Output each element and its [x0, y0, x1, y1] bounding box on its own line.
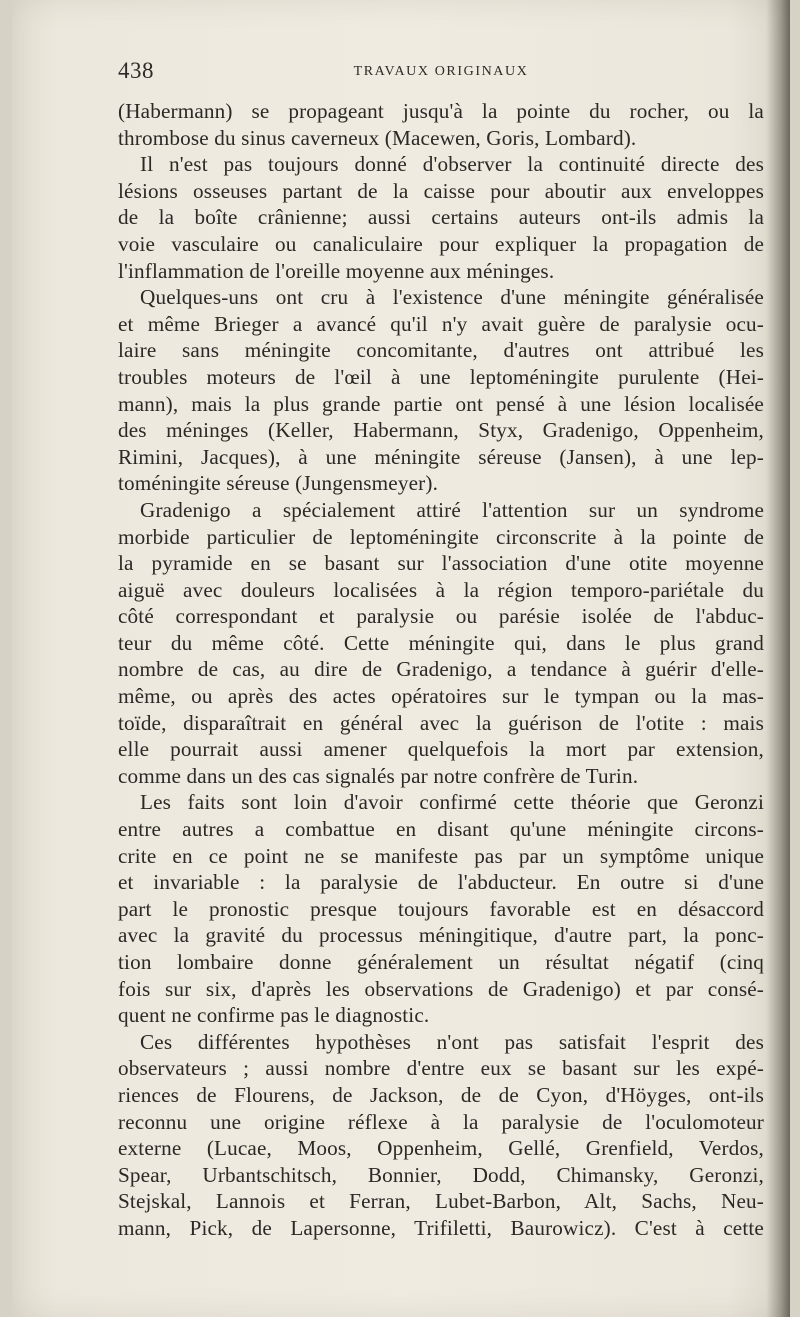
text-line: et invariable : la paralysie de l'abducteur. En outre si d'une — [118, 870, 764, 895]
text-line: reconnu une origine réflexe à la paralysie de l'oculomoteur — [118, 1109, 764, 1134]
text-line: comme dans un des cas signalés par notre confrère de Turin. — [118, 763, 639, 788]
text-line: nombre de cas, au dire de Gradenigo, a tendance à guérir d'elle- — [118, 657, 764, 682]
text-line: voie vasculaire ou canaliculaire pour expliquer la propagation de — [118, 231, 764, 256]
text-line: entre autres a combattue en disant qu'une méningite circons- — [118, 817, 764, 842]
text-line: thrombose du sinus caverneux (Macewen, Goris, Lombard). — [118, 125, 637, 150]
text-line: toïde, disparaîtrait en général avec la guérison de l'otite : mais — [118, 710, 764, 735]
text-line: Il n'est pas toujours donné d'observer la continuité directe des — [140, 152, 764, 177]
text-line: elle pourrait aussi amener quelquefois la mort par extension, — [118, 737, 764, 762]
text-line: observateurs ; aussi nombre d'entre eux se basant sur les expé- — [118, 1056, 764, 1081]
text-line: mann, Pick, de Lapersonne, Trifiletti, Baurowicz). C'est à cette — [118, 1215, 764, 1240]
body-text — [118, 98, 764, 1242]
text-line: Les faits sont loin d'avoir confirmé cette théorie que Geronzi — [140, 790, 764, 815]
text-line: externe (Lucae, Moos, Oppenheim, Gellé, Grenfield, Verdos, — [118, 1136, 764, 1161]
text-line: côté correspondant et paralysie ou parésie isolée de l'abduc- — [118, 604, 764, 629]
text-line: Spear, Urbantschitsch, Bonnier, Dodd, Chimansky, Geronzi, — [118, 1162, 764, 1187]
text-line: de la boîte crânienne; aussi certains auteurs ont-ils admis la — [118, 205, 764, 230]
text-line: Stejskal, Lannois et Ferran, Lubet-Barbon, Alt, Sachs, Neu- — [118, 1189, 764, 1214]
text-line: Quelques-uns ont cru à l'existence d'une méningite généralisée — [140, 285, 764, 310]
text-line: la pyramide en se basant sur l'association d'une otite moyenne — [118, 551, 764, 576]
text-line: fois sur six, d'après les observations de Gradenigo) et par consé- — [118, 976, 764, 1001]
book-page — [12, 0, 790, 1317]
text-line: Rimini, Jacques), à une méningite séreuse (Jansen), à une lep- — [118, 444, 764, 469]
text-line: l'inflammation de l'oreille moyenne aux méninges. — [118, 258, 555, 283]
text-line: aiguë avec douleurs localisées à la région temporo-pariétale du — [118, 577, 764, 602]
text-line: riences de Flourens, de Jackson, de de Cyon, d'Höyges, ont-ils — [118, 1082, 764, 1107]
text-line: part le pronostic presque toujours favorable est en désaccord — [118, 896, 764, 921]
text-line: crite en ce point ne se manifeste pas par un symptôme unique — [118, 843, 764, 868]
running-title: TRAVAUX ORIGINAUX — [353, 64, 529, 79]
text-line: lésions osseuses partant de la caisse pour aboutir aux enveloppes — [118, 178, 764, 203]
text-line: même, ou après des actes opératoires sur le tympan ou la mas- — [118, 684, 764, 709]
text-line: avec la gravité du processus méningitique, d'autre part, la ponc- — [118, 923, 764, 948]
text-line: Gradenigo a spécialement attiré l'attention sur un syndrome — [140, 497, 764, 522]
page-edge-shadow — [766, 0, 790, 1317]
text-line: laire sans méningite concomitante, d'autres ont attribué les — [118, 338, 764, 363]
text-line: des méninges (Keller, Habermann, Styx, Gradenigo, Oppenheim, — [118, 418, 764, 443]
text-line: troubles moteurs de l'œil à une leptoméningite purulente (Hei- — [118, 364, 764, 389]
text-line: (Habermann) se propageant jusqu'à la pointe du rocher, ou la — [118, 99, 764, 123]
text-line: Ces différentes hypothèses n'ont pas satisfait l'esprit des — [140, 1029, 764, 1054]
text-line: tion lombaire donne généralement un résultat négatif (cinq — [118, 950, 764, 974]
page-header — [118, 58, 764, 88]
text-line: morbide particulier de leptoméningite circonscrite à la pointe de — [118, 524, 764, 549]
text-line: toméningite séreuse (Jungensmeyer). — [118, 471, 439, 496]
text-line: et même Brieger a avancé qu'il n'y avait guère de paralysie ocu- — [118, 311, 764, 336]
page-number: 438 — [118, 58, 154, 83]
text-line: teur du même côté. Cette méningite qui, dans le plus grand — [118, 630, 764, 655]
text-line: mann), mais la plus grande partie ont pensé à une lésion localisée — [118, 391, 764, 416]
text-line: quent ne confirme pas le diagnostic. — [118, 1003, 430, 1028]
